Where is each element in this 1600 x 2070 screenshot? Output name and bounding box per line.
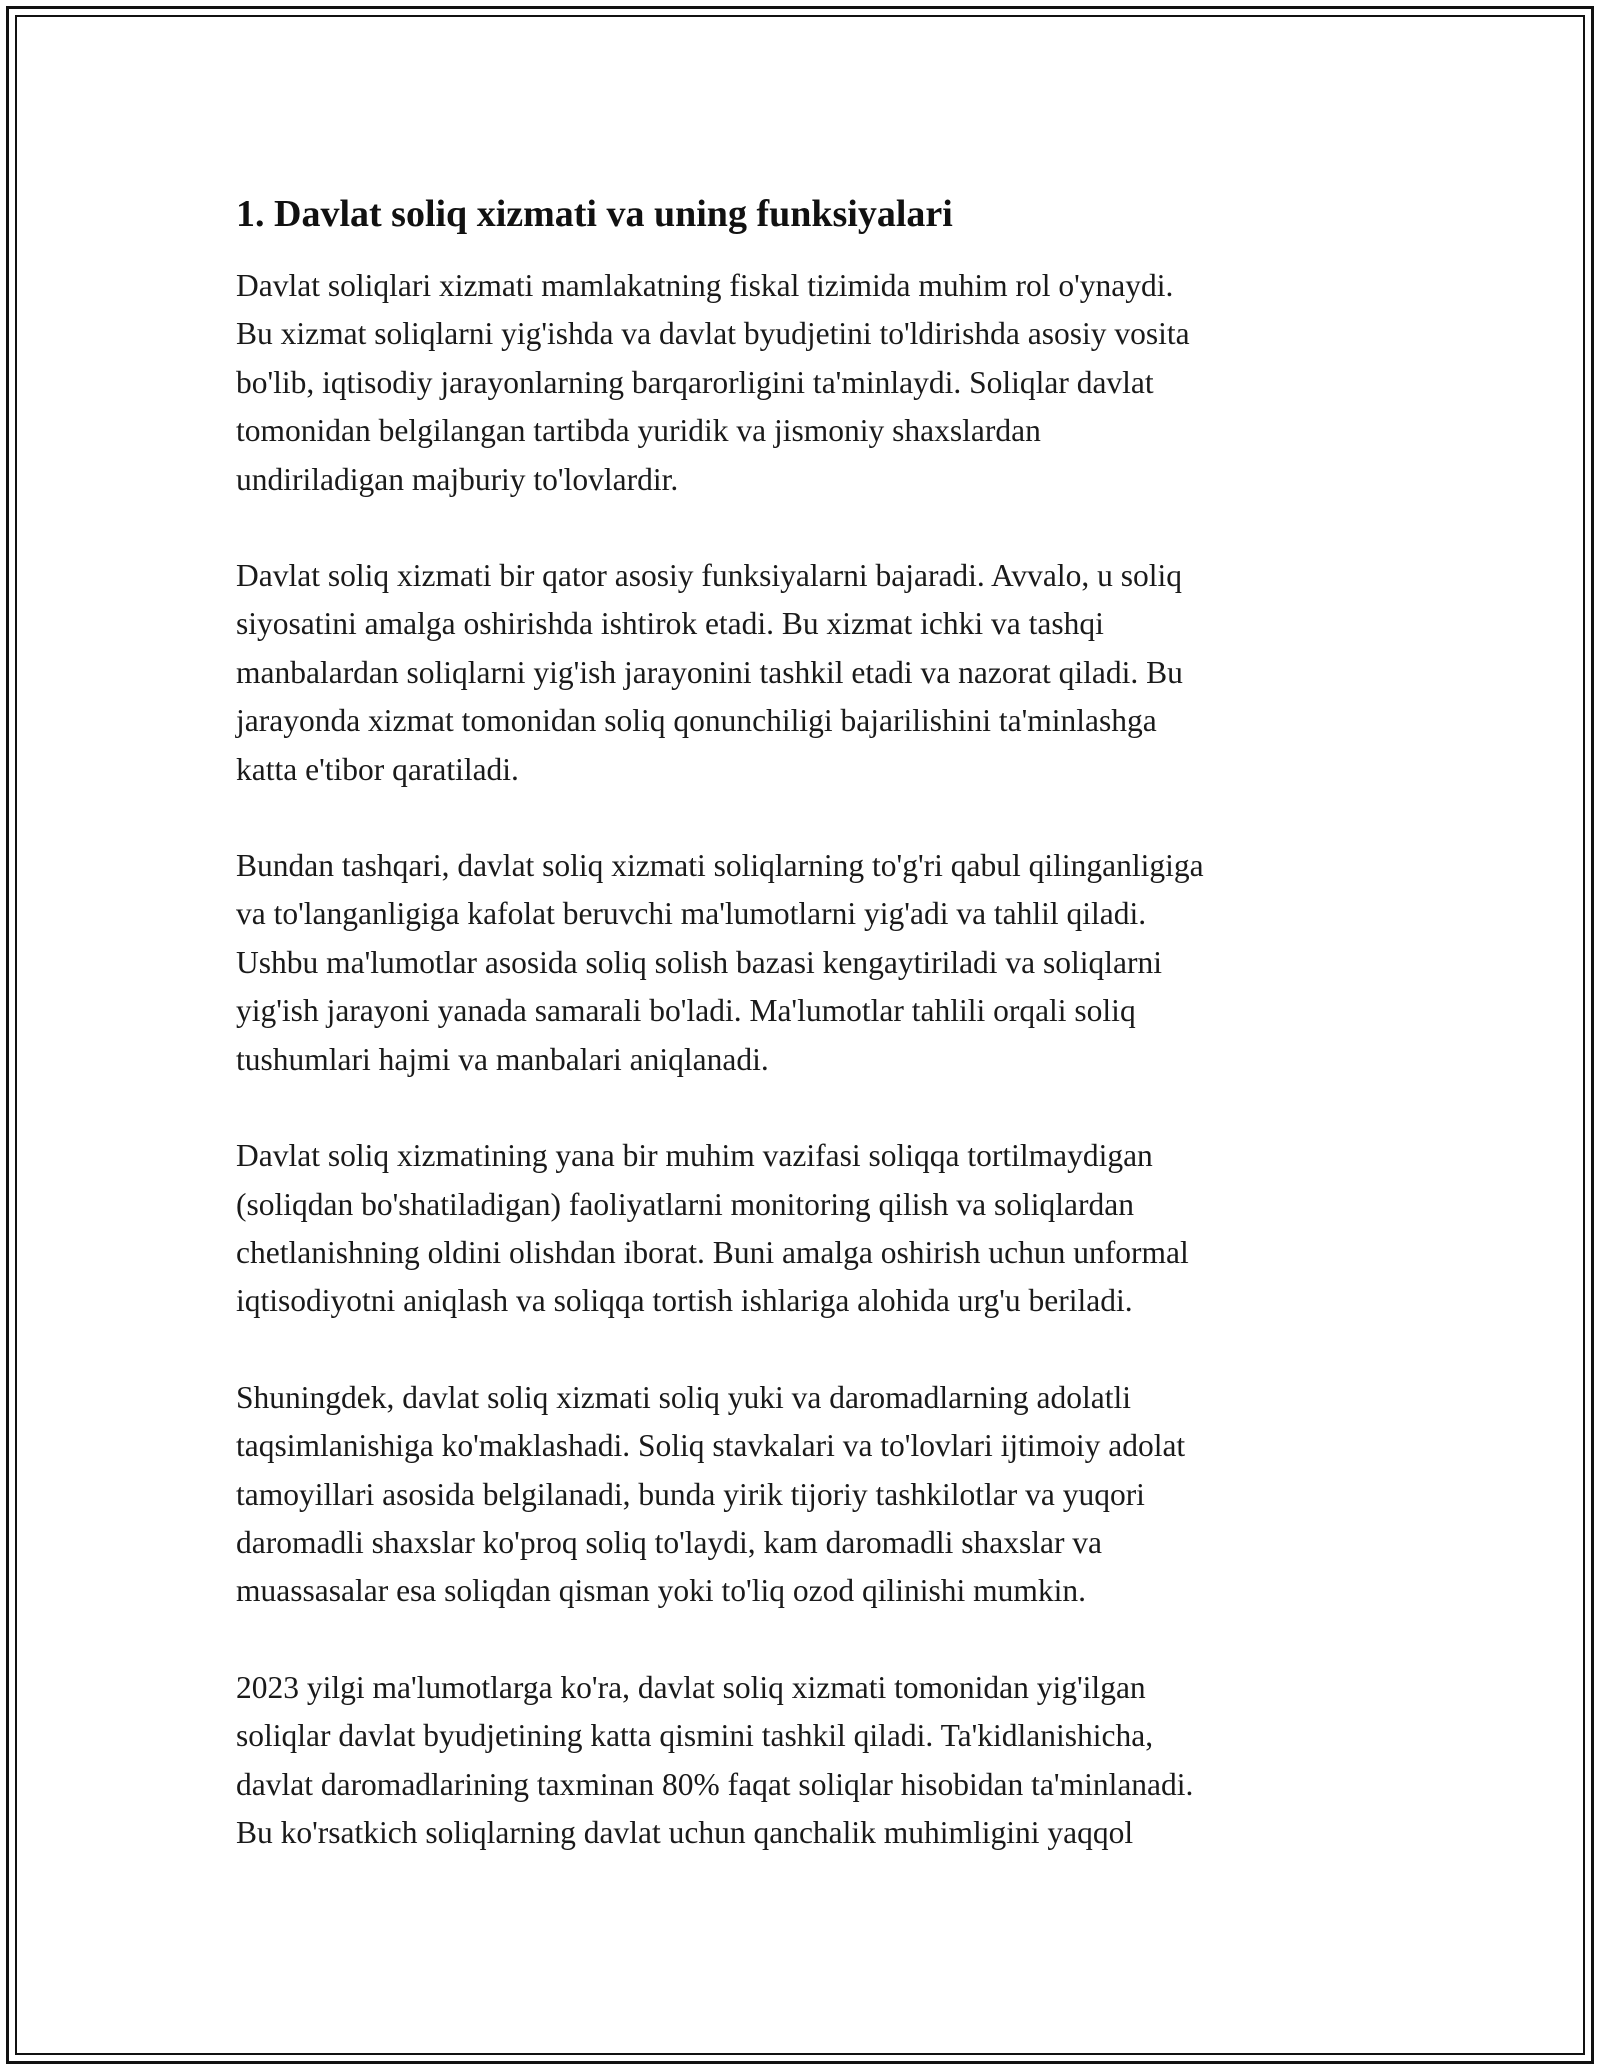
text-line: manbalardan soliqlarni yig'ish jarayonini tashkil etadi va nazorat qiladi. Bu <box>236 654 1183 690</box>
text-line: tamoyillari asosida belgilanadi, bunda yirik tijoriy tashkilotlar va yuqori <box>236 1476 1145 1512</box>
paragraph <box>236 1132 1386 1326</box>
text-line: tomonidan belgilangan tartibda yuridik va jismoniy shaxslardan <box>236 413 1041 449</box>
text-line: daromadli shaxslar ko'proq soliq to'laydi, kam daromadli shaxslar va <box>236 1524 1103 1560</box>
text-line: Davlat soliq xizmatining yana bir muhim vazifasi soliqqa tortilmaydigan <box>236 1138 1153 1174</box>
paragraph-list <box>236 262 1386 1857</box>
text-line: tushumlari hajmi va manbalari aniqlanadi. <box>236 1041 769 1077</box>
text-line: 2023 yilgi ma'lumotlarga ko'ra, davlat soliq xizmati tomonidan yig'ilgan <box>236 1669 1146 1705</box>
text-line: Davlat soliqlari xizmati mamlakatning fiskal tizimida muhim rol o'ynaydi. <box>236 268 1174 303</box>
text-line: Bu ko'rsatkich soliqlarning davlat uchun qanchalik muhimligini yaqqol <box>236 1814 1134 1850</box>
text-line: Bu xizmat soliqlarni yig'ishda va davlat byudjetini to'ldirishda asosiy vosita <box>236 316 1190 352</box>
document-body <box>236 186 1386 1905</box>
text-line: va to'langanligiga kafolat beruvchi ma'lumotlarni yig'adi va tahlil qiladi. <box>236 896 1147 932</box>
text-line: iqtisodiyotni aniqlash va soliqqa tortish ishlariga alohida urg'u beriladi. <box>236 1283 1133 1319</box>
text-line: bo'lib, iqtisodiy jarayonlarning barqarorligini ta'minlaydi. Soliqlar davlat <box>236 364 1154 400</box>
text-line: soliqlar davlat byudjetining katta qismini tashkil qiladi. Ta'kidlanishicha, <box>236 1718 1154 1754</box>
text-line: yig'ish jarayoni yanada samarali bo'ladi. Ma'lumotlar tahlili orqali soliq <box>236 993 1136 1029</box>
text-line: muassasalar esa soliqdan qisman yoki to'liq ozod qilinishi mumkin. <box>236 1573 1086 1609</box>
text-line: Ushbu ma'lumotlar asosida soliq solish bazasi kengaytiriladi va soliqlarni <box>236 944 1163 980</box>
text-line: Shuningdek, davlat soliq xizmati soliq yuki va daromadlarning adolatli <box>236 1379 1131 1415</box>
text-line: Bundan tashqari, davlat soliq xizmati soliqlarning to'g'ri qabul qilinganligiga <box>236 848 1204 884</box>
paragraph <box>236 1664 1386 1858</box>
text-line: (soliqdan bo'shatiladigan) faoliyatlarni monitoring qilish va soliqlardan <box>236 1186 1134 1222</box>
paragraph <box>236 1374 1386 1616</box>
paragraph <box>236 552 1386 794</box>
paragraph <box>236 842 1386 1084</box>
text-line: davlat daromadlarining taxminan 80% faqat soliqlar hisobidan ta'minlanadi. <box>236 1766 1194 1802</box>
text-line: Davlat soliq xizmati bir qator asosiy funksiyalarni bajaradi. Avvalo, u soliq <box>236 558 1182 594</box>
text-line: taqsimlanishiga ko'maklashadi. Soliq stavkalari va to'lovlari ijtimoiy adolat <box>236 1428 1186 1464</box>
text-line: chetlanishning oldini olishdan iborat. Buni amalga oshirish uchun unformal <box>236 1234 1189 1270</box>
text-line: jarayonda xizmat tomonidan soliq qonunchiligi bajarilishini ta'minlashga <box>236 703 1157 739</box>
text-line: undiriladigan majburiy to'lovlardir. <box>236 461 679 497</box>
text-line: siyosatini amalga oshirishda ishtirok etadi. Bu xizmat ichki va tashqi <box>236 606 1104 642</box>
paragraph <box>236 262 1386 504</box>
section-title: 1. Davlat soliq xizmati va uning funksiyalari <box>236 193 953 235</box>
text-line: katta e'tibor qaratiladi. <box>236 751 519 787</box>
